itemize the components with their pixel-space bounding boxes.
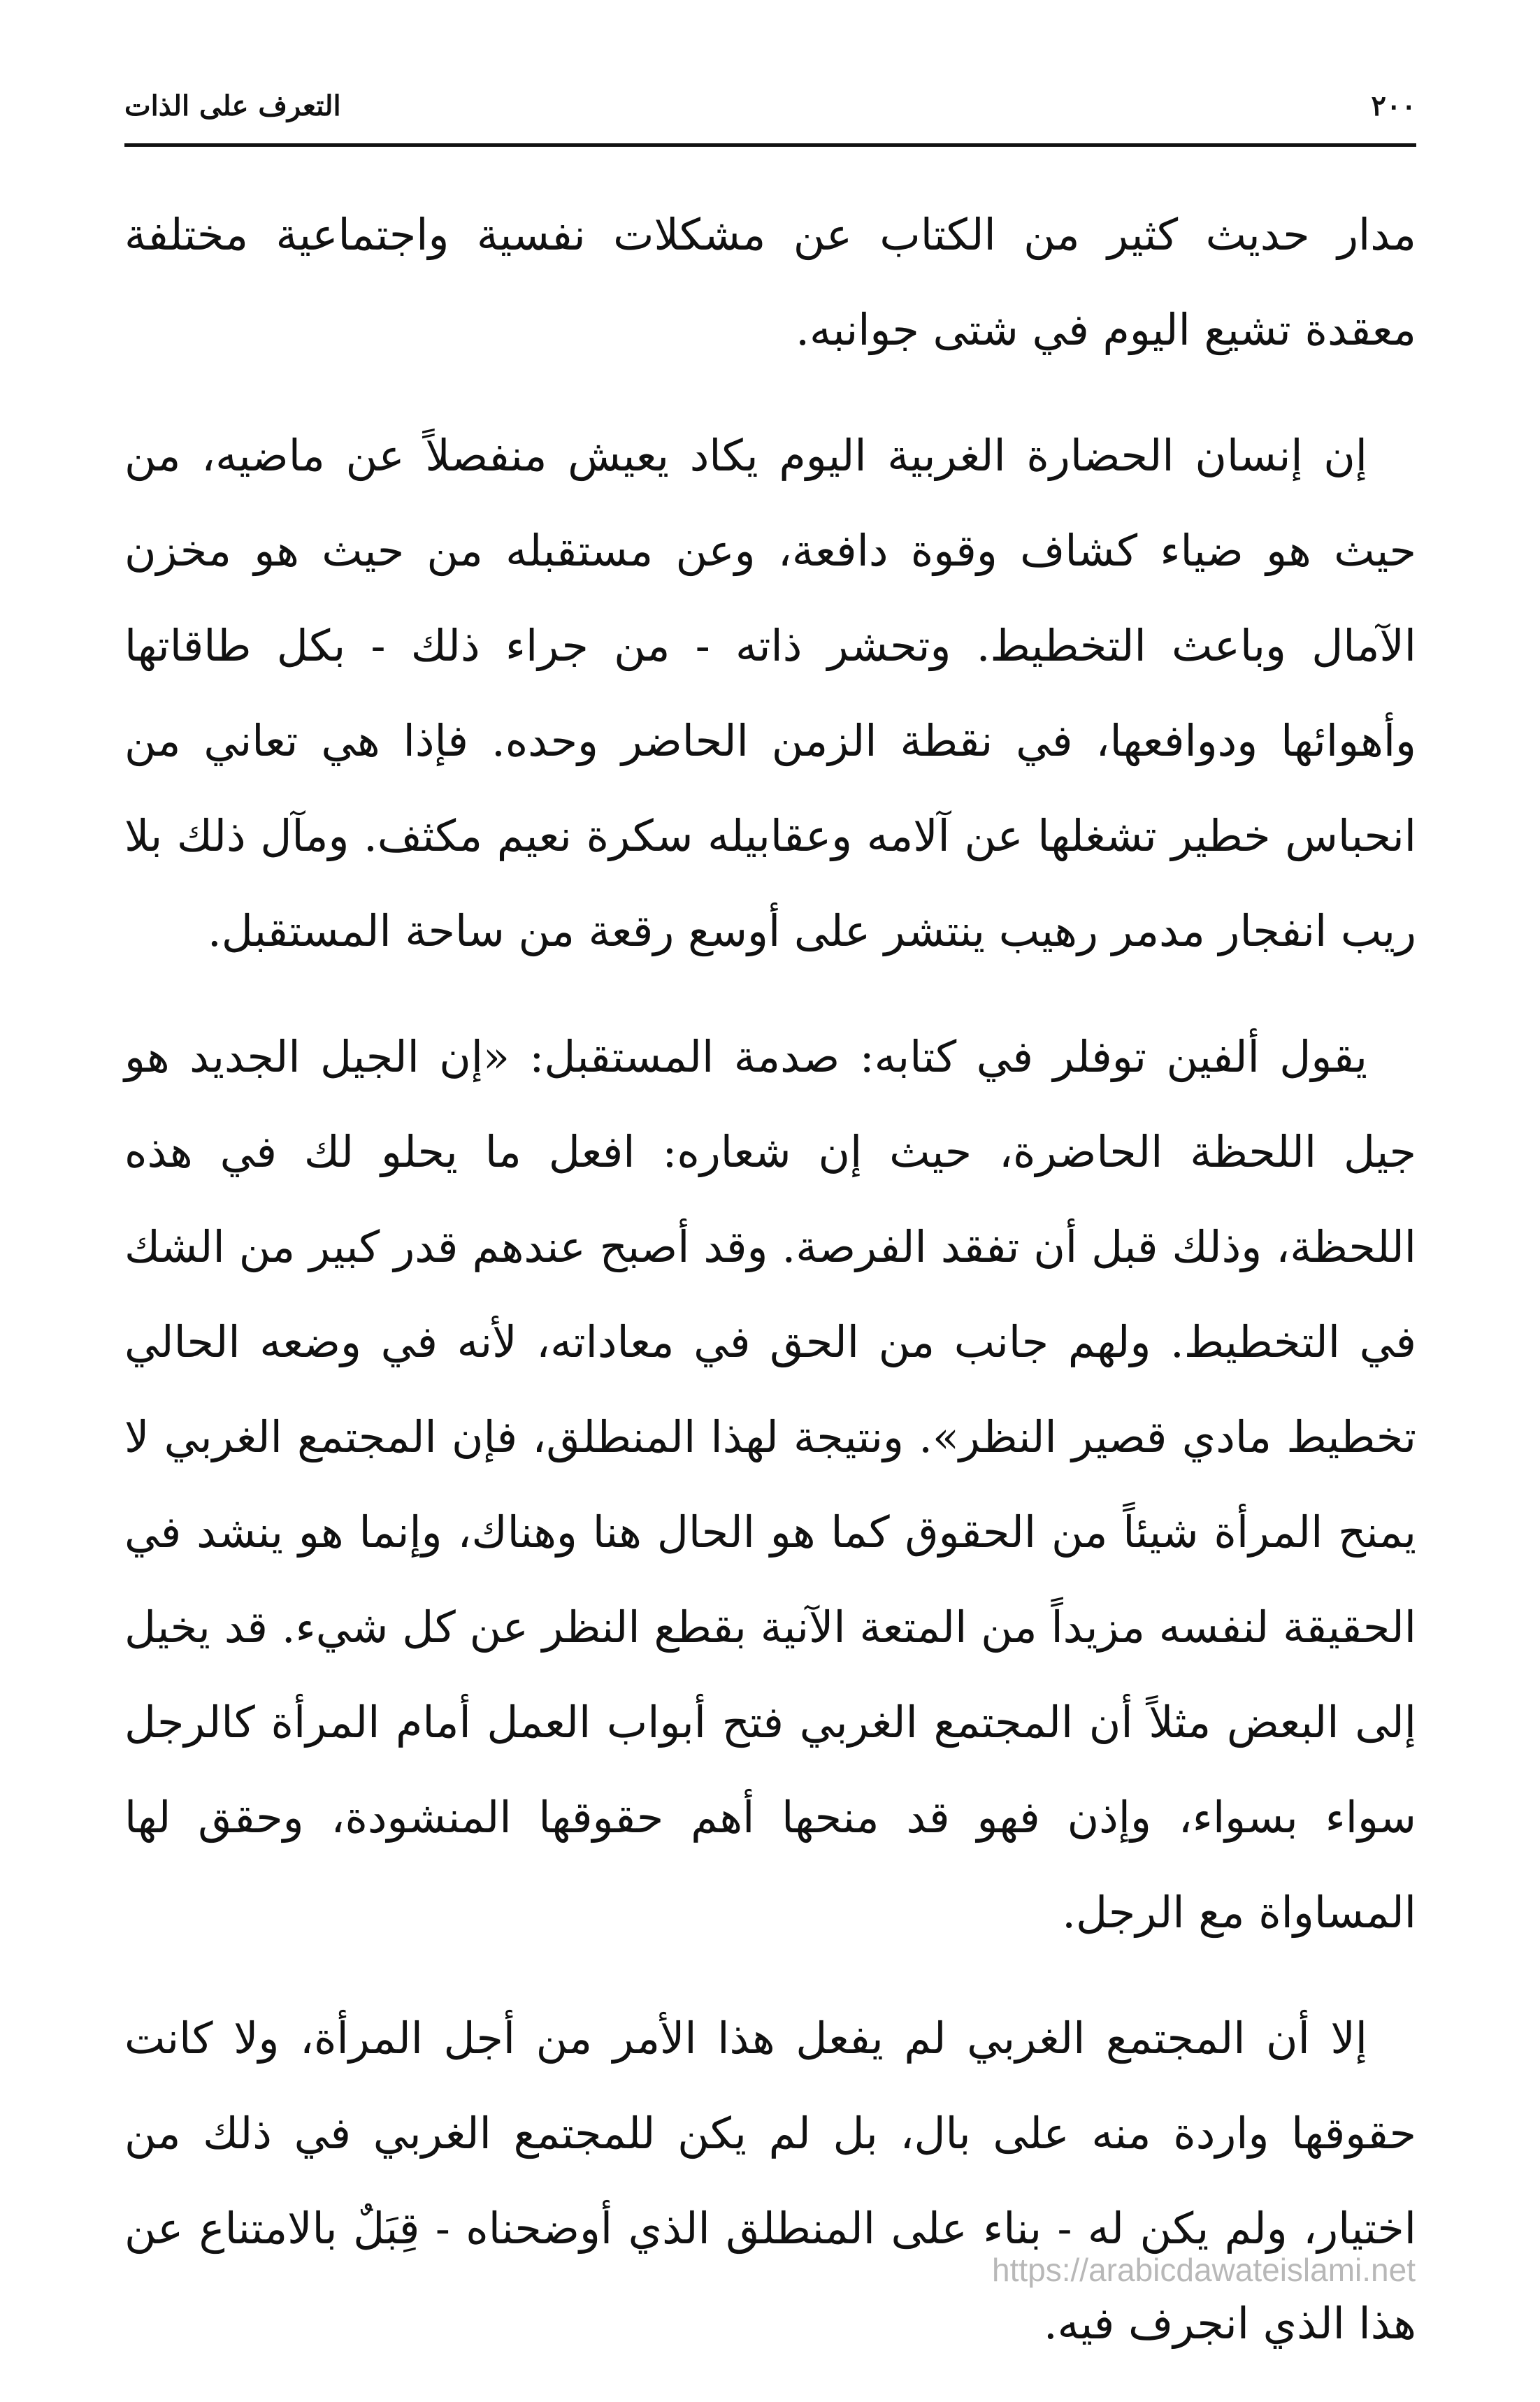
paragraph-4: إلا أن المجتمع الغربي لم يفعل هذا الأمر من أجل المرأة، ولا كانت حقوقها واردة منه على بال، بل لم يكن للمجتمع الغربي في ذلك من اختيار، ولم يكن له - بناء على المنطلق الذي أوضحناه - قِبَلٌ بالامتناع عن هذا الذي انجرف فيه.	[124, 2013, 1416, 2349]
paragraph-2: إن إنسان الحضارة الغربية اليوم يكاد يعيش منفصلاً عن ماضيه، من حيث هو ضياء كشاف وقوة دافعة، وعن مستقبله من حيث هو مخزن الآمال وباعث التخطيط. وتحشر ذاته - من جراء ذلك - بكل طاقاتها وأهوائها ودوافعها، في نقطة الزمن الحاضر وحده. فإذا هي تعاني من انحباس خطير تشغلها عن آلامه وعقابيله سكرة نعيم مكثف. ومآل ذلك بلا ريب انفجار مدمر رهيب ينتشر على أوسع رقعة من ساحة المستقبل.	[124, 430, 1416, 956]
paragraph-1: مدار حديث كثير من الكتاب عن مشكلات نفسية واجتماعية مختلفة معقدة تشيع اليوم في شتى جوانبه.	[124, 209, 1416, 355]
watermark-link[interactable]: https://arabicdawateislami.net	[992, 2252, 1416, 2288]
header-divider	[124, 143, 1416, 147]
paragraph-3: يقول ألفين توفلر في كتابه: صدمة المستقبل: «إن الجيل الجديد هو جيل اللحظة الحاضرة، حيث إن شعاره: افعل ما يحلو لك في هذه اللحظة، وذلك قبل أن تفقد الفرصة. وقد أصبح عندهم قدر كبير من الشك في التخطيط. ولهم جانب من الحق في معاداته، لأنه في وضعه الحالي تخطيط مادي قصير النظر». ونتيجة لهذا المنطلق، فإن المجتمع الغربي لا يمنح المرأة شيئاً من الحقوق كما هو الحال هنا وهناك، وإنما هو ينشد في الحقيقة لنفسه مزيداً من المتعة الآنية بقطع النظر عن كل شيء. قد يخيل إلى البعض مثلاً أن المجتمع الغربي فتح أبواب العمل أمام المرأة كالرجل سواء بسواء، وإذن فهو قد منحها أهم حقوقها المنشودة، وحقق لها المساواة مع الرجل.	[124, 1031, 1416, 1938]
body-text	[124, 187, 1416, 2402]
running-title: التعرف على الذات	[124, 89, 341, 122]
page-number: ٢٠٠	[1371, 89, 1416, 122]
page-header	[124, 89, 1416, 131]
